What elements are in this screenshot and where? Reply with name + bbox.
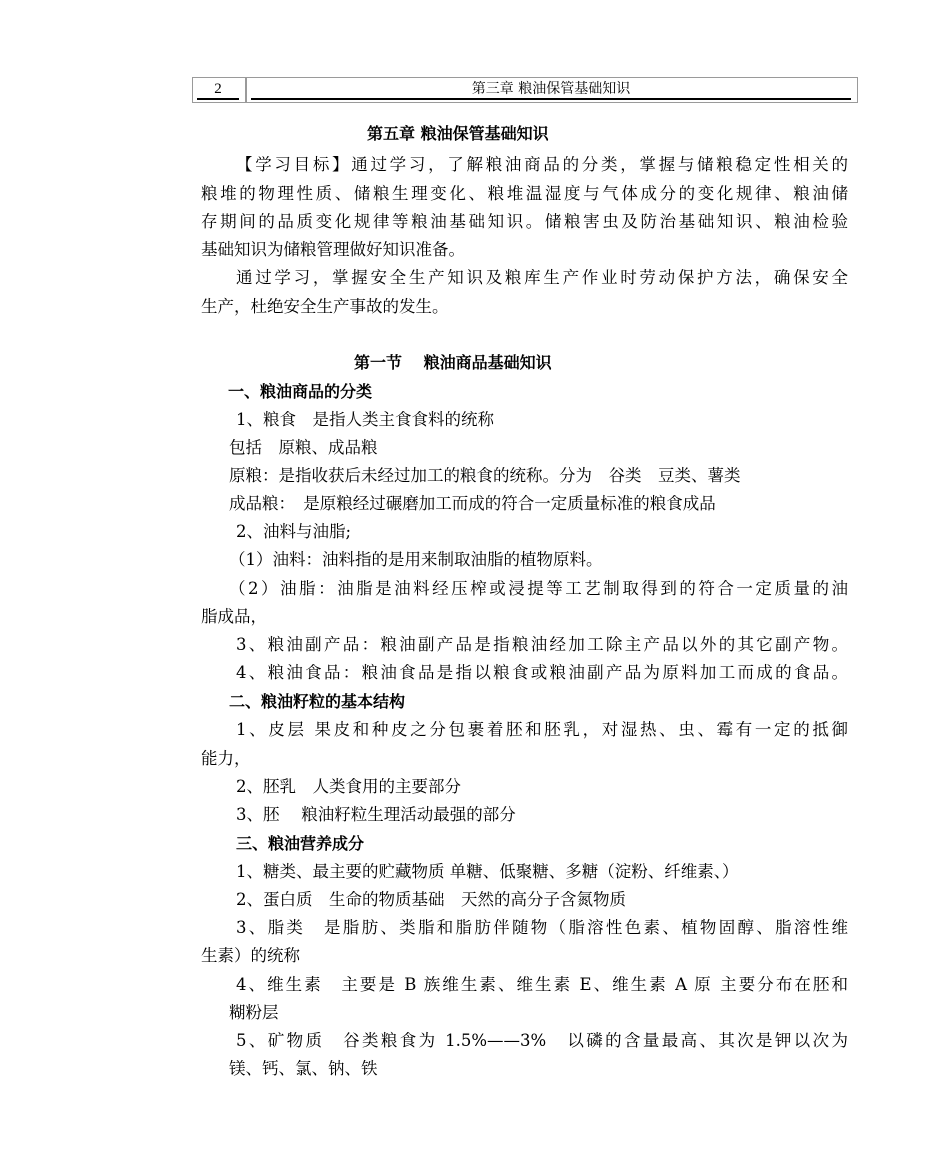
part2-heading: 二、粮油籽粒的基本结构 bbox=[229, 692, 406, 711]
header-divider bbox=[245, 78, 247, 102]
objectives-line-5: 通过学习，掌握安全生产知识及粮库生产作业时劳动保护方法，确保安全 bbox=[236, 268, 848, 287]
part1-line-6: （1）油料：油料指的是用来制取油脂的植物原料。 bbox=[229, 550, 603, 569]
part1-line-7a: （2）油脂：油脂是油料经压榨或浸提等工艺制取得到的符合一定质量的油 bbox=[229, 579, 848, 598]
chapter-title: 第五章 粮油保管基础知识 bbox=[367, 124, 549, 143]
part2-line-1a: 1、皮层 果皮和种皮之分包裹着胚和胚乳，对湿热、虫、霉有一定的抵御 bbox=[236, 720, 848, 739]
objectives-line-4: 基础知识为储粮管理做好知识准备。 bbox=[201, 240, 465, 259]
part1-line-9: 4、粮油食品：粮油食品是指以粮食或粮油副产品为原料加工而成的食品。 bbox=[236, 663, 848, 682]
objectives-line-3: 存期间的品质变化规律等粮油基础知识。储粮害虫及防治基础知识、粮油检验 bbox=[201, 212, 848, 231]
objectives-line-1: 【学习目标】通过学习，了解粮油商品的分类，掌握与储粮稳定性相关的 bbox=[236, 155, 848, 174]
running-header bbox=[192, 77, 858, 103]
part3-line-2: 2、蛋白质 生命的物质基础 天然的高分子含氮物质 bbox=[236, 890, 626, 909]
part1-line-1: 1、粮食 是指人类主食食料的统称 bbox=[236, 410, 494, 429]
objectives-line-6: 生产，杜绝安全生产事故的发生。 bbox=[201, 297, 449, 316]
part3-line-4a: 4、维生素 主要是 B 族维生素、维生素 E、维生素 A 原 主要分布在胚和 bbox=[236, 975, 848, 994]
part3-heading: 三、粮油营养成分 bbox=[236, 834, 365, 853]
part3-line-5b: 镁、钙、氯、钠、铁 bbox=[229, 1059, 378, 1078]
part1-heading: 一、粮油商品的分类 bbox=[228, 382, 373, 401]
part2-line-1b: 能力， bbox=[201, 749, 251, 768]
part1-line-7b: 脂成品， bbox=[201, 607, 267, 626]
part3-line-3b: 生素）的统称 bbox=[201, 946, 300, 965]
section-title: 第一节 粮油商品基础知识 bbox=[354, 353, 552, 372]
part1-line-8: 3、粮油副产品：粮油副产品是指粮油经加工除主产品以外的其它副产物。 bbox=[236, 635, 848, 654]
part3-line-4b: 糊粉层 bbox=[229, 1003, 279, 1022]
part2-line-3: 3、胚 粮油籽粒生理活动最强的部分 bbox=[236, 805, 516, 824]
part1-line-3: 原粮：是指收获后未经过加工的粮食的统称。分为 谷类 豆类、薯类 bbox=[229, 466, 741, 485]
part1-line-4: 成品粮： 是原粮经过碾磨加工而成的符合一定质量标准的粮食成品 bbox=[229, 494, 716, 513]
running-title: 第三章 粮油保管基础知识 bbox=[251, 80, 851, 100]
part3-line-1: 1、糖类、最主要的贮藏物质 单糖、低聚糖、多糖（淀粉、纤维素、） bbox=[236, 862, 739, 881]
part1-line-2: 包括 原粮、成品粮 bbox=[229, 438, 378, 457]
page-number: 2 bbox=[197, 80, 239, 100]
part1-line-5: 2、油料与油脂; bbox=[236, 522, 352, 541]
part2-line-2: 2、胚乳 人类食用的主要部分 bbox=[236, 777, 461, 796]
objectives-line-2: 粮堆的物理性质、储粮生理变化、粮堆温湿度与气体成分的变化规律、粮油储 bbox=[201, 184, 848, 203]
part3-line-3a: 3、脂类 是脂肪、类脂和脂肪伴随物（脂溶性色素、植物固醇、脂溶性维 bbox=[236, 918, 848, 937]
part3-line-5a: 5、矿物质 谷类粮食为 1.5%——3% 以磷的含量最高、其次是钾以次为 bbox=[236, 1031, 848, 1050]
